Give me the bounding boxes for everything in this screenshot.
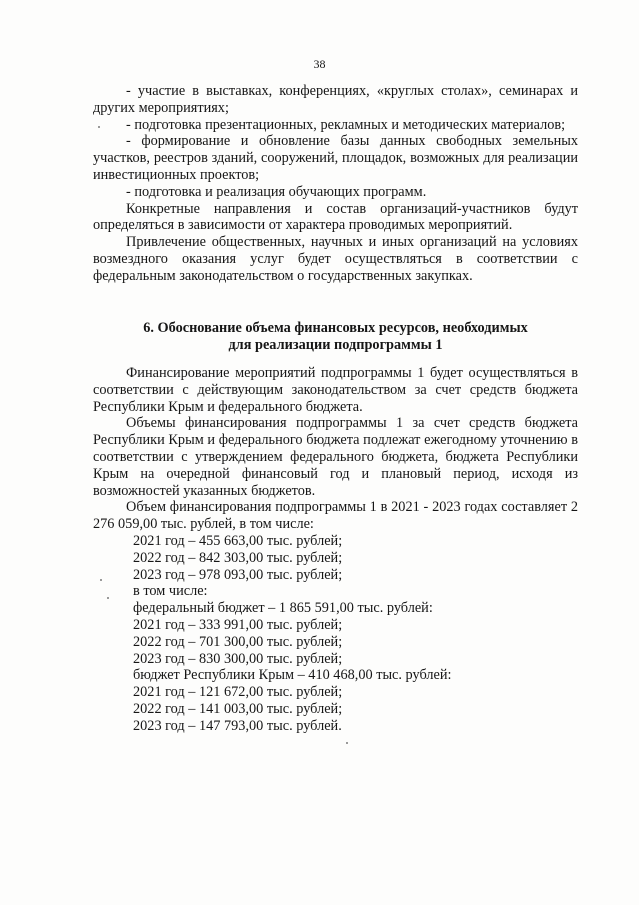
financing-line: 2021 год – 333 991,00 тыс. рублей; bbox=[133, 616, 343, 633]
financing-line: 2021 год – 455 663,00 тыс. рублей; bbox=[133, 532, 343, 549]
financing-line: 2022 год – 141 003,00 тыс. рублей; bbox=[133, 700, 343, 717]
financing-line: в том числе: bbox=[133, 583, 208, 600]
activities-section bbox=[93, 83, 578, 285]
financing-line: 2021 год – 121 672,00 тыс. рублей; bbox=[133, 684, 343, 701]
financing-section bbox=[93, 365, 578, 735]
financing-line: бюджет Республики Крым – 410 468,00 тыс. рублей: bbox=[133, 667, 452, 684]
page-number: 38 bbox=[313, 57, 326, 71]
scan-speck bbox=[107, 597, 109, 599]
financing-line: 2023 год – 978 093,00 тыс. рублей; bbox=[133, 566, 343, 583]
paragraph: Финансирование мероприятий подпрограммы 1 будет осуществляться в соответствии с действующим законодательством за счет средств бюджета Республики Крым и федерального бюджета. bbox=[93, 365, 578, 415]
section-heading-line: для реализации подпрограммы 1 bbox=[228, 337, 443, 353]
bullet-item: - подготовка презентационных, рекламных и методических материалов; bbox=[126, 116, 566, 133]
financing-line: 2022 год – 701 300,00 тыс. рублей; bbox=[133, 633, 343, 650]
paragraph: Объемы финансирования подпрограммы 1 за счет средств бюджета Республики Крым и федерального бюджета подлежат ежегодному уточнению в соответствии с утверждением федерального бюджета, бюджета Республики Крым на очередной финансовый год и плановый период, исходя из возможностей указанных бюджетов. bbox=[93, 415, 578, 499]
paragraph: Конкретные направления и состав организаций-участников будут определяться в зависимости от характера проводимых мероприятий. bbox=[93, 200, 578, 234]
scan-speck bbox=[100, 579, 102, 581]
financing-line: 2022 год – 842 303,00 тыс. рублей; bbox=[133, 549, 343, 566]
bullet-item: - участие в выставках, конференциях, «круглых столах», семинарах и других мероприятиях; bbox=[93, 83, 578, 116]
financing-line: федеральный бюджет – 1 865 591,00 тыс. рублей: bbox=[133, 600, 433, 617]
financing-list bbox=[93, 533, 578, 735]
section-heading-line: 6. Обоснование объема финансовых ресурсов, необходимых bbox=[143, 320, 528, 336]
section-heading bbox=[93, 320, 578, 354]
bullet-item: - формирование и обновление базы данных свободных земельных участков, реестров зданий, сооружений, площадок, возможных для реализации инвестиционных проектов; bbox=[93, 133, 578, 183]
paragraph: Объем финансирования подпрограммы 1 в 2021 - 2023 годах составляет 2 276 059,00 тыс. рублей, в том числе: bbox=[93, 499, 578, 533]
bullet-item: - подготовка и реализация обучающих программ. bbox=[126, 183, 427, 200]
financing-line: 2023 год – 830 300,00 тыс. рублей; bbox=[133, 650, 343, 667]
scan-speck bbox=[346, 742, 348, 744]
paragraph: Привлечение общественных, научных и иных организаций на условиях возмездного оказания услуг будет осуществляться в соответствии с федеральным законодательством о государственных закупках. bbox=[93, 234, 578, 284]
scan-speck bbox=[98, 126, 100, 128]
financing-line: 2023 год – 147 793,00 тыс. рублей. bbox=[133, 717, 342, 734]
